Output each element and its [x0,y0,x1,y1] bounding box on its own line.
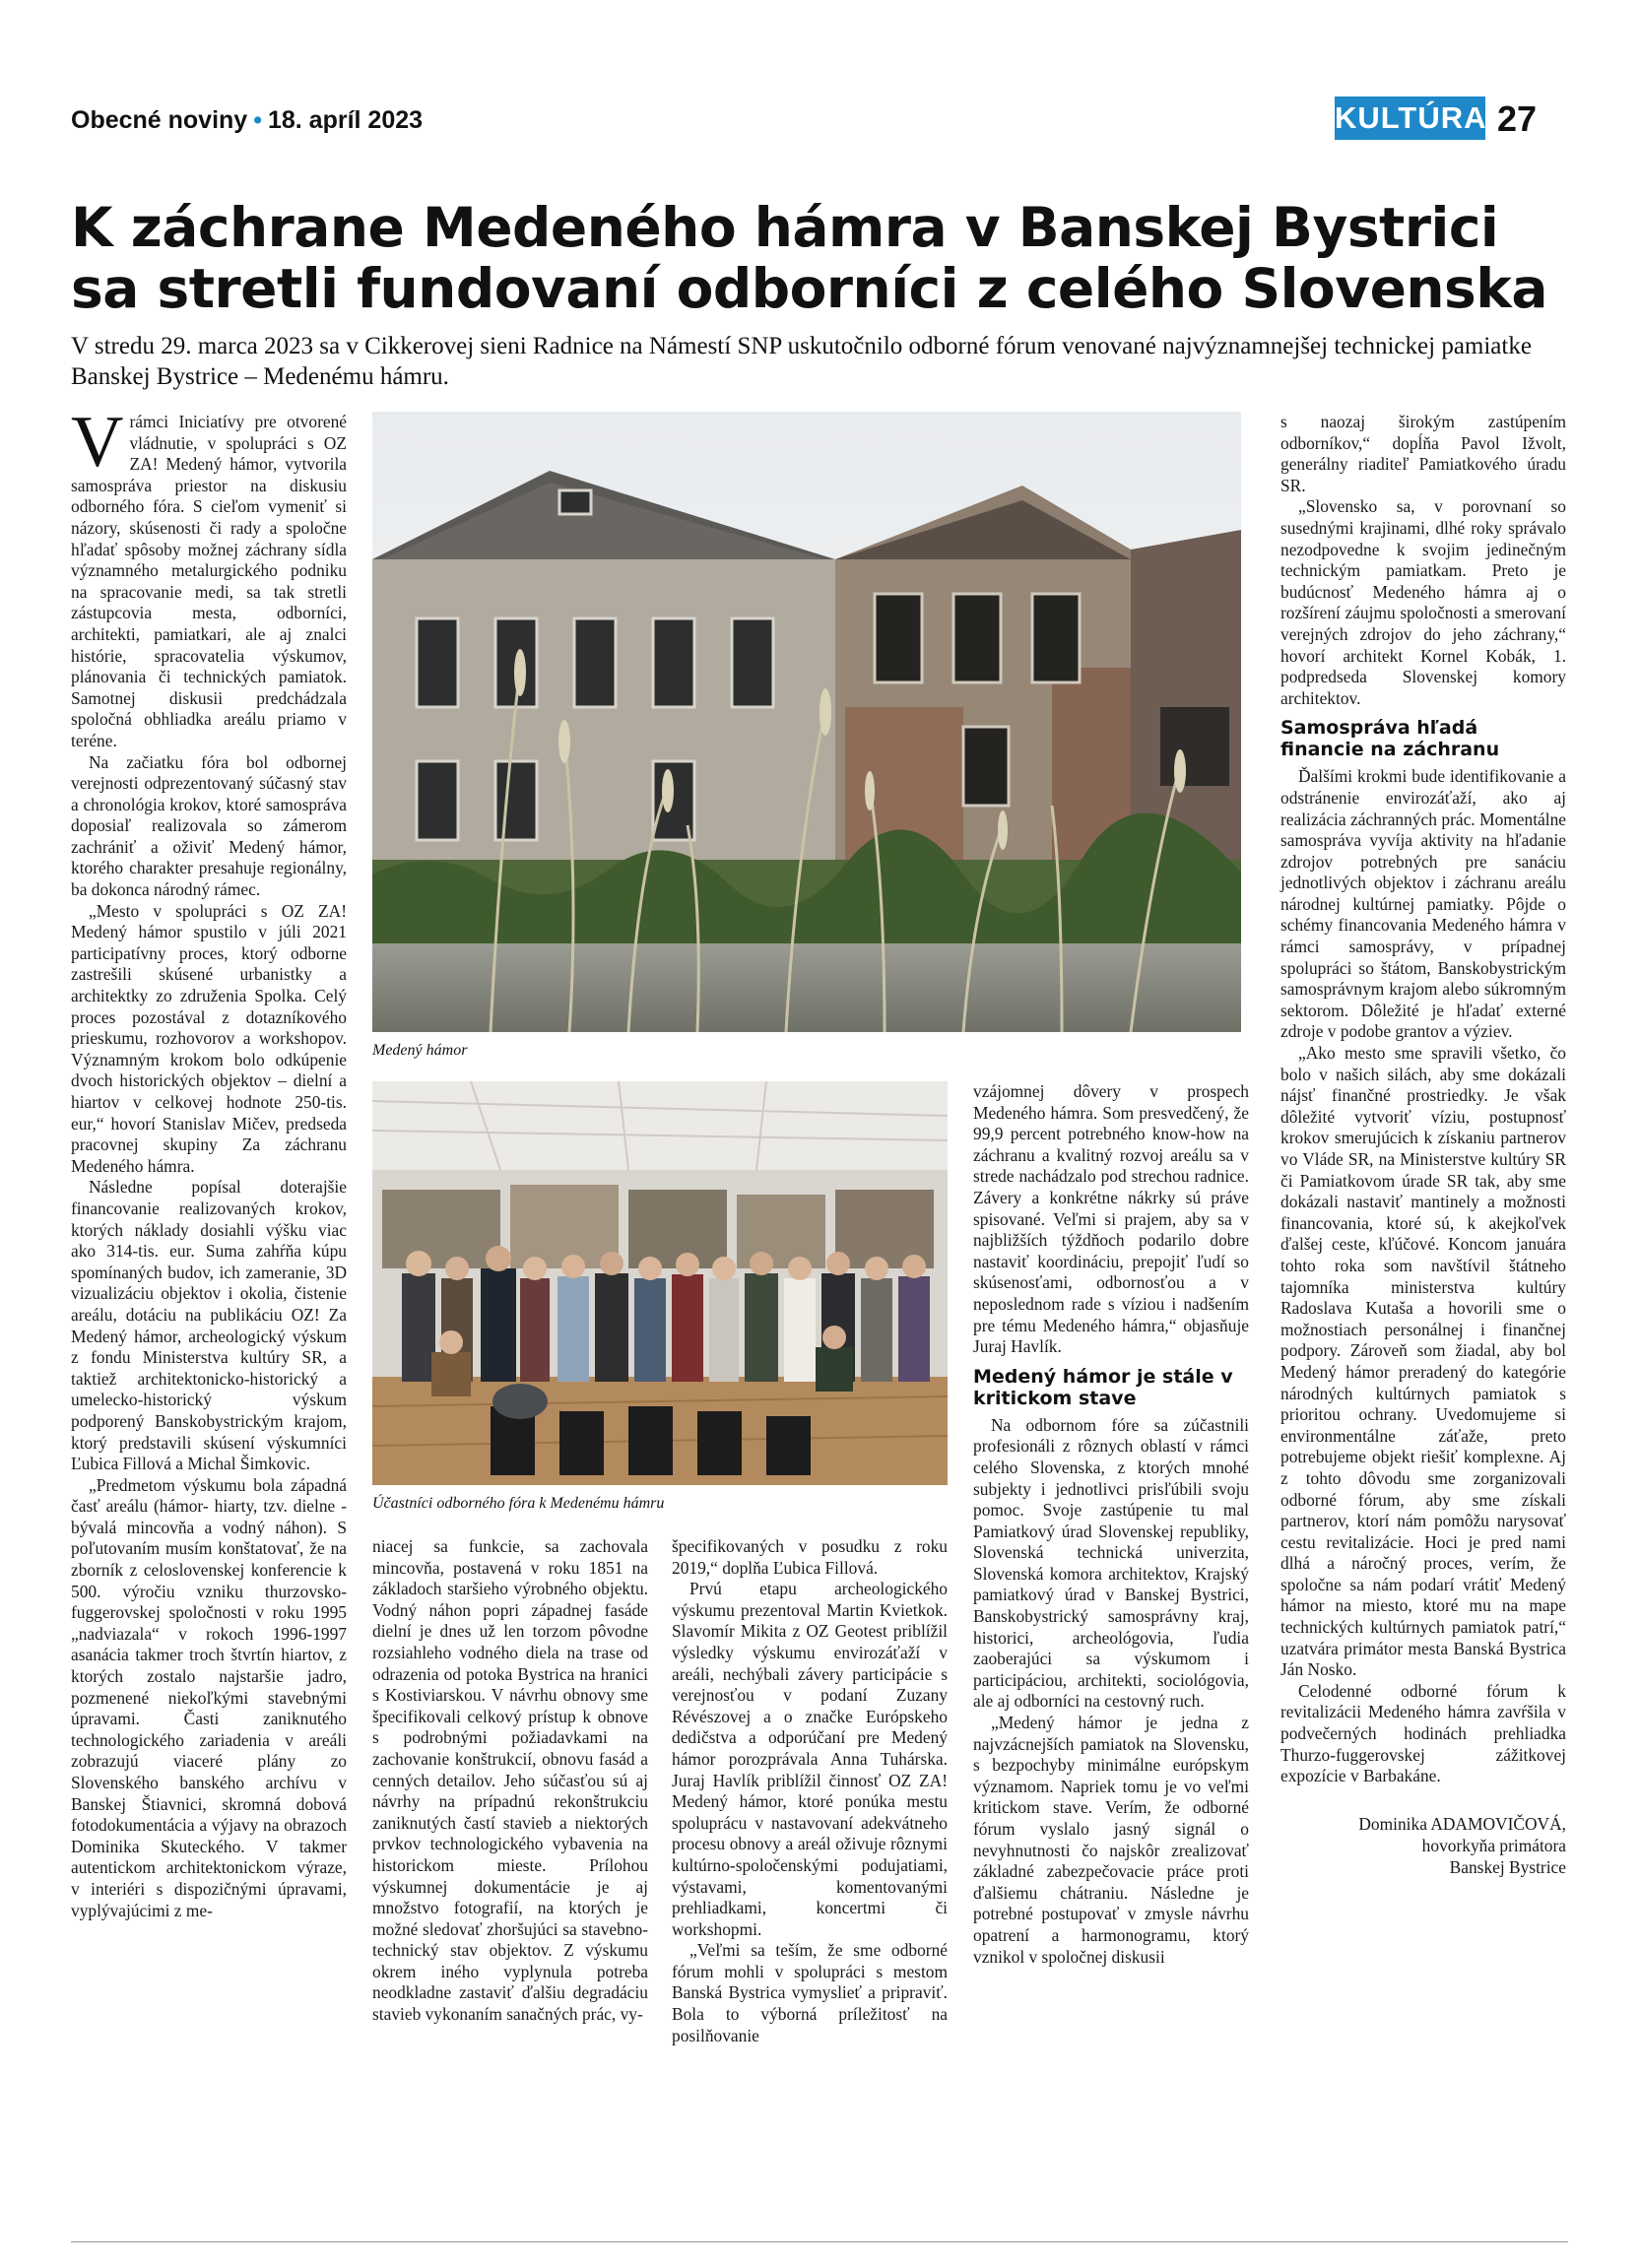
column-3-paragraph-2: Prvú etapu archeologického výskumu prezentoval Martin Kvietkok. Slavomír Mikita z OZ Geotest priblížil výsledky výskumu envirozáťaží v areáli, nechýbali závery participácie s verejnosťou v podaní Zuzany Révészovej a o značke Európskeho dedičstva a odporúčaní pre Medený hámor porozprávala Anna Tuhárska. Juraj Havlík priblížil činnosť OZ ZA! Medený hámor, ktoré ponúka mestu spoluprácu v nastavovaní adekvátneho procesu obnovy a areál oživuje rôznymi kultúrno-spoločenskými podujatiami, výstavami, komentovanými prehliadkami, koncertmi či workshopmi. [672,1579,948,1939]
building-illustration [372,412,1241,1032]
column-5-paragraph-2: „Slovensko sa, v porovnaní so susednými krajinami, dlhé roky správalo nezodpovedne k svojim jedinečným technickým pamiatkam. Preto je budúcnosť Medeného hámra aj o rozšírení záujmu spoločnosti a smerovaní verejných zdrojov do jeho záchrany,“ hovorí architekt Kornel Kobák, 1. podpredseda Slovenskej komory architektov. [1280,496,1566,708]
article-column-5 [1280,412,1566,1878]
column-5-paragraph-4: „Ako mesto sme spravili všetko, čo bolo v našich silách, aby sme dokázali nájsť finančné prostriedky. Je však dôležité vytvoriť víziu, postupnosť krokov smerujúcich k získaniu partnerov vo Vláde SR, na Ministerstve kultúry SR či Pamiatkovom úrade SR tak, aby sme dokázali nastaviť mantinely a možnosti financovania, ktoré sú, k akejkoľvek ďalšej ceste, kľúčové. Koncom januára tohto roka som navštívil štátneho tajomníka ministerstva kultúry Radoslava Kutaša a hovorili sme o možnostiach personálnej i finančnej podpory. Zároveň som žiadal, aby bol Medený hámor preradený do kategórie národných kultúrnych pamiatok s prioritou ochrany. Uvedomujeme si environmentálne záťaže, preto potrebujeme objekt riešiť komplexne. Aj z tohto dôvodu sme zorganizovali odborné fórum, aby sme získali partnerov, ktorí nám pomôžu narysovať cestu revitalizácie. Hoci je pred nami dlhá a náročný proces, verím, že spoločne sa nám podarí vrátiť Medený hámor na miesto, ktoré mu na mape technických kultúrnych pamiatok patrí,“ uzatvára primátor mesta Banská Bystrica Ján Nosko. [1280,1043,1566,1680]
lead-paragraph: V stredu 29. marca 2023 sa v Cikkerovej sieni Radnice na Námestí SNP uskutočnilo odborné fórum venované najvýznamnejšej technickej pamiatke Banskej Bystrice – Medenému hámru. [71,333,1532,390]
article-column-3 [672,1536,948,2046]
column-1-paragraph-2: Na začiatku fóra bol odbornej verejnosti odprezentovaný súčasný stav a chronológia krokov, ktoré samospráva doposiaľ realizovala so zámerom zachrániť a oživiť Medený hámor, ktorého charakter presahuje regionálny, ba dokonca národný rámec. [71,751,347,900]
column-4-paragraph-2: Na odbornom fóre sa zúčastnili profesionáli z rôznych oblastí v rámci celého Slovenska, z ktorých mnohé subjekty i jednotlivci prisľúbili svoju pomoc. Svoje zastúpenie tu mal Pamiatkový úrad Slovenskej republiky, Slovenská technická univerzita, Slovenská komora architektov, Krajský pamiatkový úrad v Banskej Bystrici, Banskobystrický samosprávny kraj, historici, archeológovia, ľudia zaoberajúci sa výskumom i participáciou, architekti, sociológovia, ale aj odborníci na cestovný ruch. [973,1414,1249,1712]
author-name: Dominika ADAMOVIČOVÁ, [1358,1813,1566,1834]
column-1-paragraph-5: „Predmetom výskumu bola západná časť areálu (hámor- hiarty, tzv. dielne - bývalá mincovňa a vodný náhon). S poľutovaním musím konštatovať, že na zborník z celoslovenskej konferencie k 500. výročiu vzniku thurzovsko-fuggerovskej spoločnosti v roku 1995 „nadviazala“ v rokoch 1996-1997 asanácia takmer troch štvrtín hiartov, z ktorých zostalo najstaršie jadro, pozmenené niekoľkými stavebnými úpravami. Časti zaniknutého technologického zariadenia v areáli zobrazujú viaceré plány zo Slovenského banského archívu v Banskej Štiavnici, skromná dobová fotodokumentácia a výjavy na obrazoch Dominika Skuteckého. V takmer autentickom architektonickom výraze, v interiéri s dispozičnými úpravami, vyplývajúcimi z me- [71,1474,347,1920]
bottom-rule [71,2241,1568,2242]
page-number: 27 [1497,98,1538,139]
dropcap: V [71,402,124,483]
group-photo [372,1081,948,1485]
column-1-paragraph-1-text: rámci Iniciatívy pre otvorené vládnutie, v spolupráci s OZ ZA! Medený hámor, vytvorila samospráva priestor na diskusiu odborného fóra. S cieľom vymeniť si názory, skúsenosti či rady a spoločne hľadať spôsoby možnej záchrany sídla významného metalurgického podniku na spracovanie medi, sa tak stretli zástupcovia mesta, odborníci, architekti, pamiatkari, ale aj znalci histórie, spracovatelia výskumov, plánovania či technických pamiatok. Samotnej diskusii predchádzala spoločná obhliadka areálu priamo v teréne. [71,412,347,750]
column-3-paragraph-3: „Veľmi sa teším, že sme odborné fórum mohli v spolupráci s mestom Banská Bystrica vymyslieť a pripraviť. Bola to výborná príležitosť na posilňovanie [672,1940,948,2045]
headline [71,197,1578,319]
article-column-1 [71,402,347,1921]
group-illustration [372,1081,948,1485]
building-photo-caption: Medený hámor [372,1042,468,1059]
column-5-paragraph-5: Celodenné odborné fórum k revitalizácii Medeného hámra zavŕšila v podvečerných hodinách prehliadka Thurzo-fuggerovskej zážitkovej expozície v Barbakáne. [1280,1680,1566,1786]
column-1-paragraph-4: Následne popísal doterajšie financovanie realizovaných krokov, ktorých náklady dosiahli výšku viac ako 314-tis. eur. Suma zahŕňa kúpu spomínaných budov, ich zameranie, 3D vizualizáciu objektov i okolia, čistenie areálu, dotáciu na publikáciu OZ! Za Medený hámor, archeologický výskum z fondu Ministerstva kultúry SR, a taktiež architektonicko-historický a umelecko-historický výskum podporený Banskobystrickým krajom, ktorý predstavili skúsení výskumníci Ľubica Fillová a Michal Šimkovic. [71,1177,347,1474]
article-column-4 [973,1081,1249,1968]
issue-date: 18. apríl 2023 [267,106,424,134]
author-role-2: Banskej Bystrice [1449,1856,1566,1877]
column-3-paragraph-1: špecifikovaných v posudku z roku 2019,“ doplňa Ľubica Fillová. [672,1536,948,1578]
subhead-financie: Samospráva hľadá financie na záchranu [1280,717,1500,761]
column-5-paragraph-3: Ďalšími krokmi bude identifikovanie a odstránenie envirozáťaží, ako aj realizácia záchranných prác. Momentálne samospráva vyvíja aktivity na hľadanie zdrojov potrebných pre sanáciu jednotlivých objektov i záchranu areálu národnej kultúrnej pamiatky. Pôjde o schémy financovania Medeného hámra v rámci samosprávy, v prípadnej spolupráci so štátom, Banskobystrickým samosprávnym krajom alebo súkromným sektorom. Dôležité je hľadať externé zdroje v podobe grantov a výziev. [1280,766,1566,1042]
paper-name: Obecné noviny [71,106,248,134]
column-2-paragraph-1: niacej sa funkcie, sa zachovala mincovňa, postavená v roku 1851 na základoch staršieho výrobného objektu. Vodný náhon popri západnej fasáde dielní je dnes už len torzom pôvodne rozsiahleho vodného diela na trase od odrazenia od potoka Bystrica na hranici s Kostiviarskou. V návrhu obnovy sme špecifikovali celkový prístup k obnove s podrobnými požiadavkami na zachovanie konštrukcií, obnovu fasád a cenných detailov. Jeho súčasťou sú aj návrhy na prípadnú rekonštrukciu zaniknutých častí stavieb a niektorých prvkov technologického vybavenia na historickom mieste. Prílohou výskumnej dokumentácie je aj množstvo fotografií, na ktorých je možné sledovať zhoršujúci sa stavebno-technický stav objektov. Z výskumu okrem iného vyplynula potreba neodkladne zastaviť ďalšiu degradáciu stavieb vykonaním sanačných prác, vy- [372,1536,648,2025]
masthead-separator: • [253,106,262,134]
headline-line-2: sa stretli fundovaní odborníci z celého Slovenska [71,257,1547,320]
building-photo [372,412,1241,1032]
column-4-paragraph-1: vzájomnej dôvery v prospech Medeného hámra. Som presvedčený, že 99,9 percent potrebného know-how na záchranu a kvalitný rozvoj areálu sa v strede nachádzalo pod strechou radnice. Závery a konkrétne nákrky sú práve spisované. Veľmi si prajem, aby sa v najbližších týždňoch podarilo dobre nastaviť koordináciu, prepojiť ľudí so skúsenosťami, odbornosťou a v neposlednom rade s víziou i nadšením pre tému Medeného hámra,“ objasňuje Juraj Havlík. [973,1081,1249,1357]
masthead [71,106,423,135]
author-role-1: hovorkyňa primátora [1421,1835,1566,1855]
article-column-2 [372,1536,648,2026]
section-tag: KULTÚRA [1335,97,1485,140]
subhead-kriticky-stav: Medený hámor je stále v kritickom stave [973,1365,1233,1409]
column-4-paragraph-3: „Medený hámor je jedna z najvzácnejších pamiatok na Slovensku, s bezpochyby minimálne európskym významom. Napriek tomu je vo veľmi kritickom stave. Verím, že odborné fórum vyslalo jasný signál o nevyhnutnosti čo najskôr zrealizovať základné zabezpečovacie práce proti ďalšiemu chátraniu. Následne je potrebné postupovať v zmysle návrhu opatrení a harmonogramu, ktorý vznikol v spoločnej diskusii [973,1713,1249,1967]
column-1-paragraph-1 [71,402,347,752]
group-photo-caption: Účastníci odborného fóra k Medenému hámru [372,1495,665,1512]
column-5-paragraph-1: s naozaj širokým zastúpením odborníkov,“ dopĺňa Pavol Ižvolt, generálny riaditeľ Pamiatkového úradu SR. [1280,412,1566,495]
headline-line-1: K záchrane Medeného hámra v Banskej Bystrici [71,196,1499,259]
author-signature [1280,1813,1566,1878]
column-1-paragraph-3: „Mesto v spolupráci s OZ ZA! Medený hámor spustilo v júli 2021 participatívny proces, ktorý odborne zastrešili skúsené urbanistky a architektky zo združenia Spolka. Celý proces pozostával z dotazníkového prieskumu, rozhovorov a workshopov. Významným krokom bolo odkúpenie dvoch historických objektov – dielní a hiartov v celkovej hodnote 250-tis. eur,“ hovorí Stanislav Mičev, predseda pracovnej skupiny Za záchranu Medeného hámra. [71,900,347,1176]
